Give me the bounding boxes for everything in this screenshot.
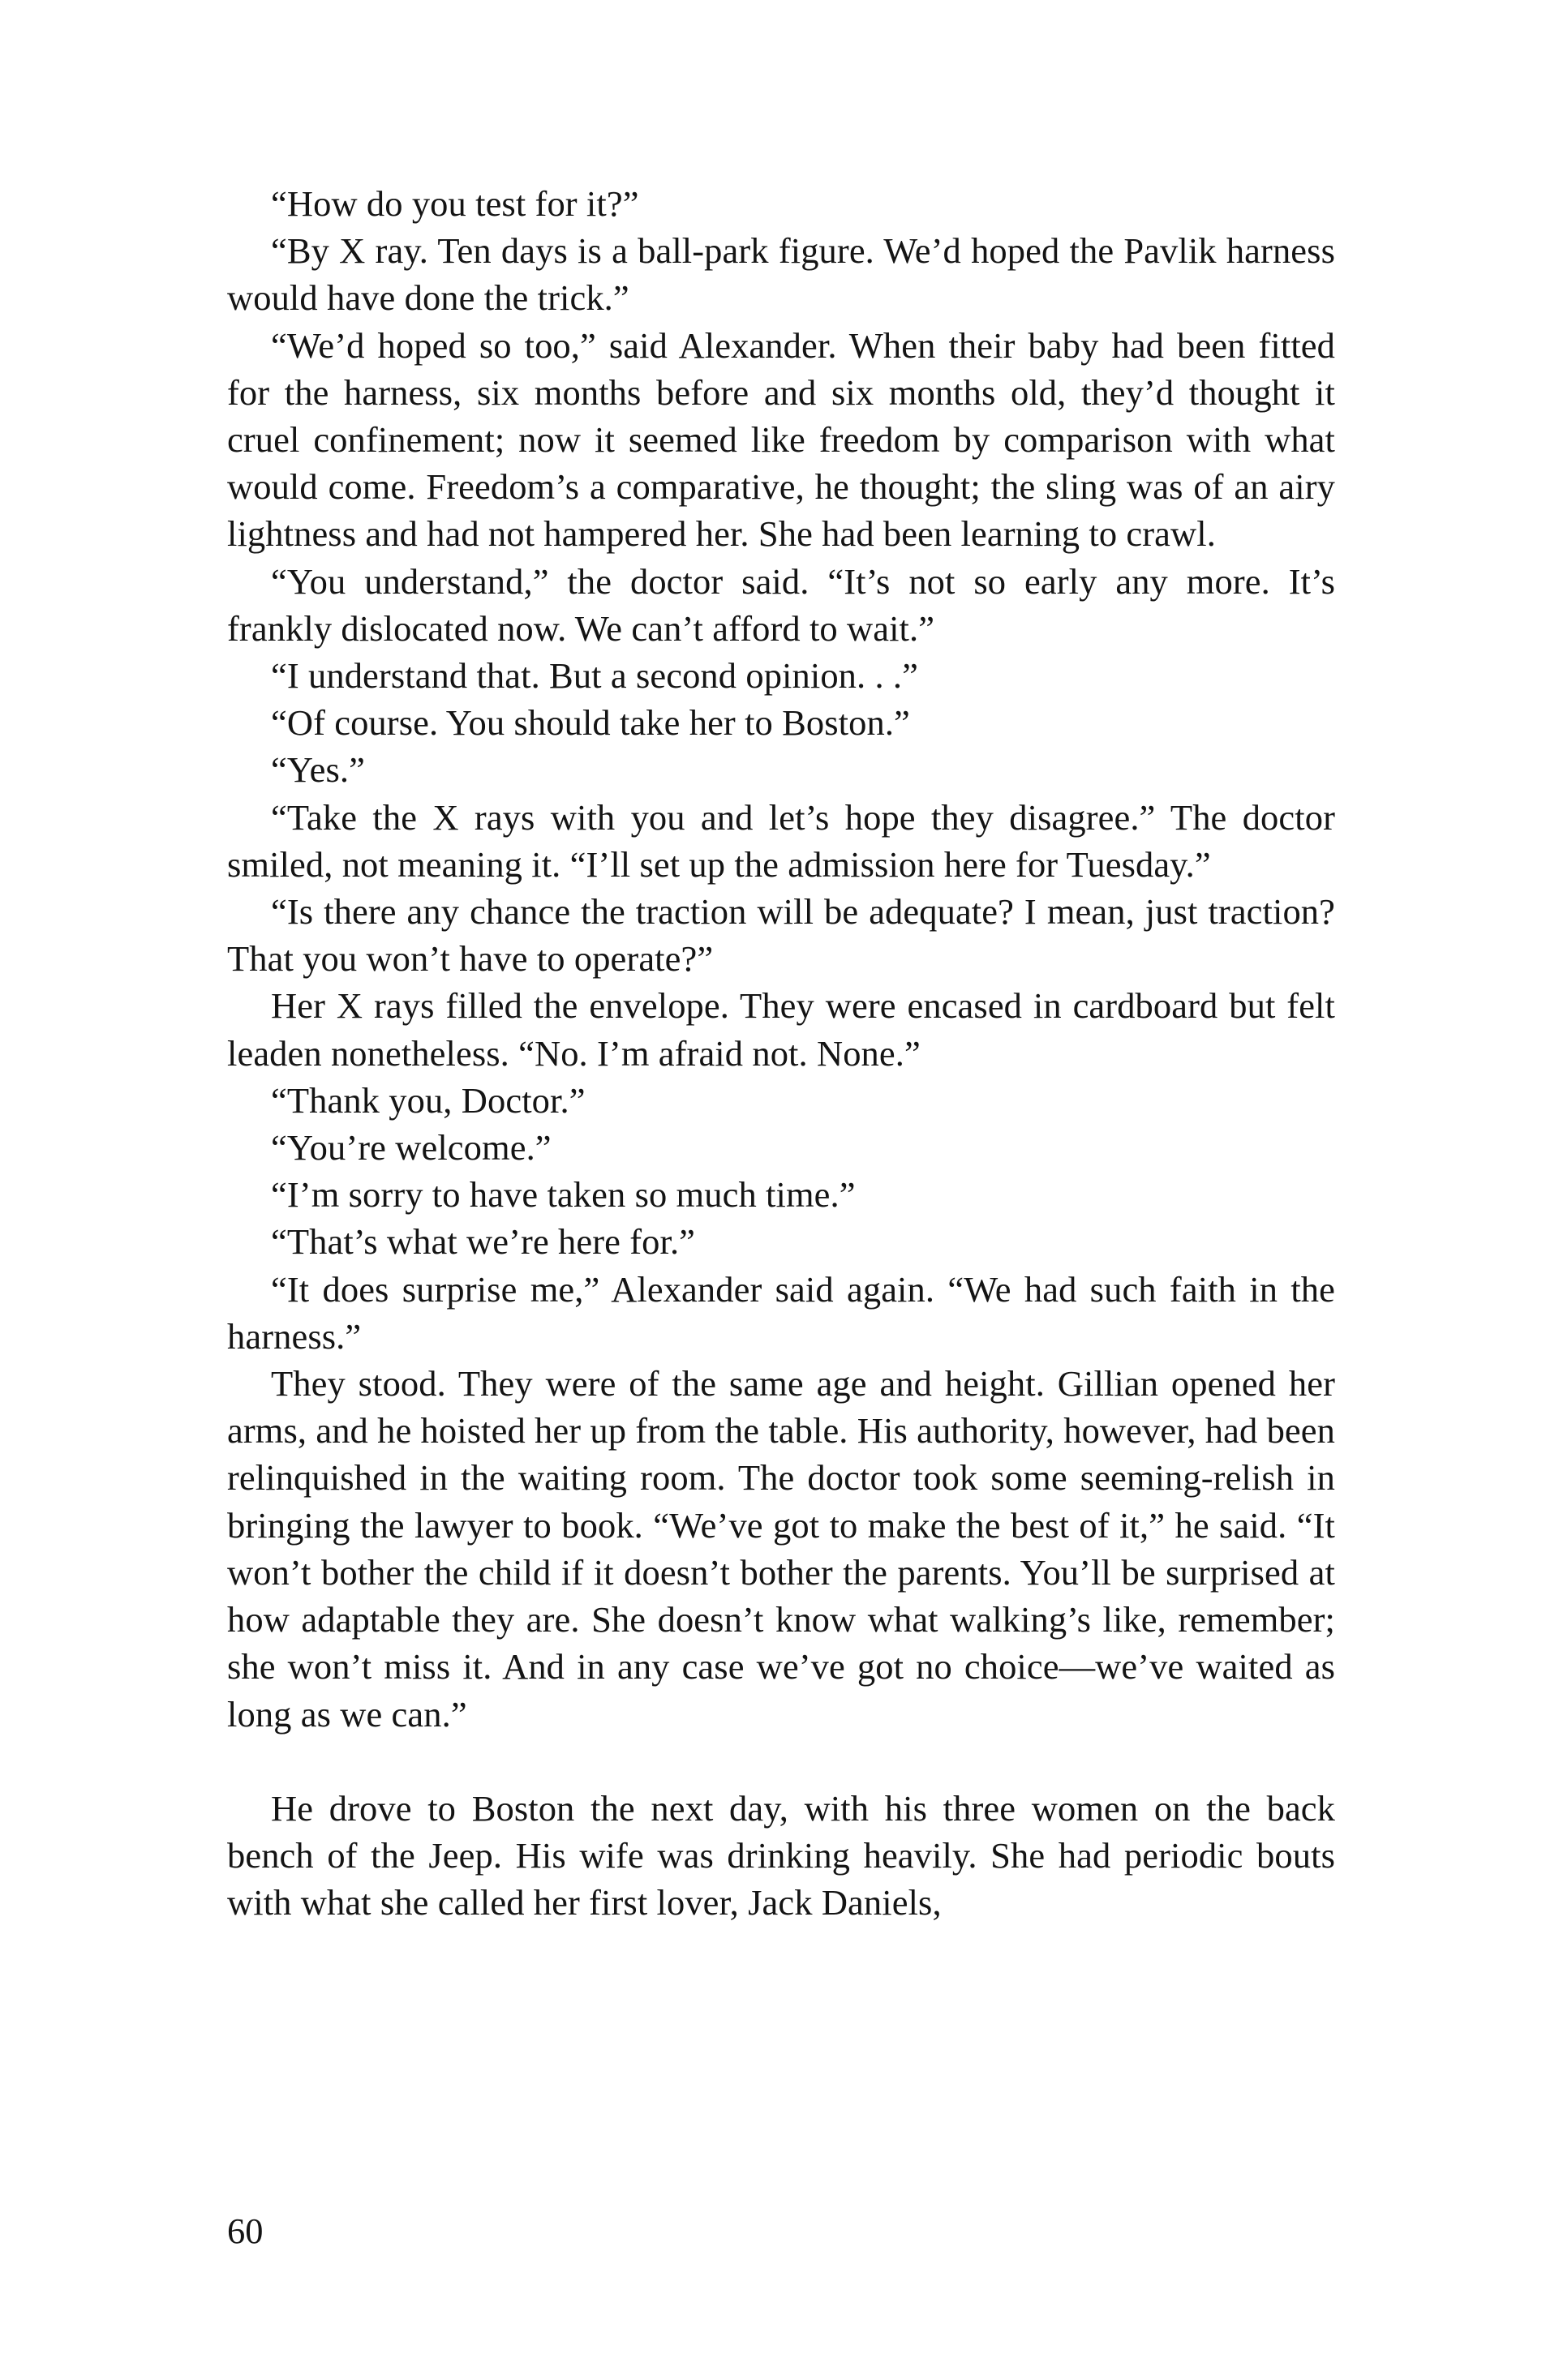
paragraph: “Take the X rays with you and let’s hope they disagree.” The doctor smiled, not meaning it. “I’ll set up the admission here for Tuesday.” <box>227 796 1335 885</box>
paragraph: Her X rays filled the envelope. They were encased in cardboard but felt leaden nonetheless. “No. I’m afraid not. None.” <box>227 985 1335 1074</box>
paragraph: He drove to Boston the next day, with his three women on the back bench of the Jeep. His wife was drinking heavily. She had periodic bouts with what she called her first lover, Jack Daniels, <box>227 1787 1335 1923</box>
paragraph: They stood. They were of the same age and height. Gillian opened her arms, and he hoisted her up from the table. His authority, however, had been relinquished in the waiting room. The doctor took some seeming-relish in bringing the lawyer to book. “We’ve got to make the best of it,” he said. “It won’t bother the child if it doesn’t bother the parents. You’ll be surprised at how adaptable they are. She doesn’t know what walking’s like, remember; she won’t miss it. And in any case we’ve got no choice—we’ve waited as long as we can.” <box>227 1363 1335 1735</box>
paragraph: “I understand that. But a second opinion. . .” <box>271 655 918 697</box>
section-break <box>227 1738 1335 1785</box>
paragraph: “Thank you, Doctor.” <box>271 1079 586 1121</box>
paragraph: “You’re welcome.” <box>271 1127 552 1169</box>
paragraph: “Yes.” <box>271 749 365 791</box>
paragraph: “I’m sorry to have taken so much time.” <box>271 1174 856 1216</box>
paragraph: “Is there any chance the traction will be adequate? I mean, just traction? That you won’t have to operate?” <box>227 891 1335 980</box>
paragraph: “That’s what we’re here for.” <box>271 1221 696 1263</box>
paragraph: “How do you test for it?” <box>271 183 639 224</box>
paragraph: “You understand,” the doctor said. “It’s not so early any more. It’s frankly dislocated now. We can’t afford to wait.” <box>227 560 1335 649</box>
paragraph: “It does surprise me,” Alexander said again. “We had such faith in the harness.” <box>227 1268 1335 1357</box>
body-text <box>227 180 1335 1926</box>
paragraph: “By X ray. Ten days is a ball-park figure. We’d hoped the Pavlik harness would have done the trick.” <box>227 230 1335 319</box>
paragraph: “We’d hoped so too,” said Alexander. When their baby had been fitted for the harness, six months before and six months old, they’d thought it cruel confinement; now it seemed like freedom by comparison with what would come. Freedom’s a comparative, he thought; the sling was of an airy lightness and had not hampered her. She had been learning to crawl. <box>227 324 1335 555</box>
page-number: 60 <box>227 2211 264 2251</box>
paragraph: “Of course. You should take her to Boston.” <box>271 702 910 744</box>
